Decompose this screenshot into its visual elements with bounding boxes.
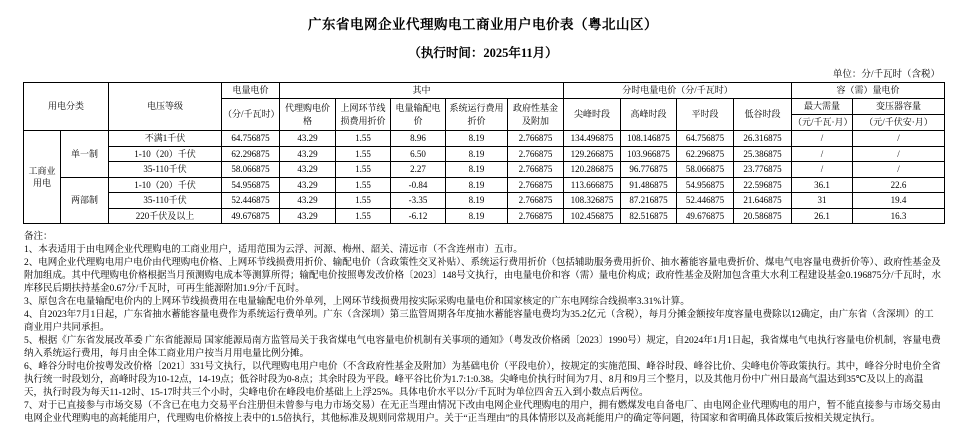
value-cell: 1.55 <box>336 131 391 147</box>
value-cell: -6.12 <box>391 208 446 224</box>
value-cell: 108.146875 <box>621 131 677 147</box>
value-cell: 2.766875 <box>508 131 564 147</box>
voltage-cell: 1-10（20）千伏 <box>109 177 222 193</box>
voltage-cell: 35-110千伏 <box>109 193 222 209</box>
value-cell: 8.19 <box>446 193 508 209</box>
notes-label: 备注： <box>24 232 53 242</box>
value-cell: 134.496875 <box>564 131 621 147</box>
value-cell: 1.55 <box>336 177 391 193</box>
value-cell: 64.756875 <box>222 131 280 147</box>
value-cell: 1.55 <box>336 208 391 224</box>
note-item-4: 4、自2023年7月1日起，广东省抽水蓄能容量电费作为系统运行费单列。广东（含深圳）第三监管周期各年度抽水蓄能容量电费均为35.2亿元（含税），每月分摊金额按年度容量电费除以12确定，由广东省（含深圳）的工商业用户共同承担。 <box>24 310 934 333</box>
value-cell: 1.55 <box>336 162 391 178</box>
voltage-cell: 35-110千伏 <box>109 162 222 178</box>
value-cell: 8.19 <box>446 146 508 162</box>
note-item-5: 5、根据《广东省发展改革委 广东省能源局 国家能源局南方监管局关于我省煤电气电容量电价机制有关事项的通知》（粤发改价格函〔2023〕1990号）规定，自2024年1月1日起，我省煤电气电执行容量电价机制，容量电费纳入系统运行费用，每月由全体工商业用户按当月用电量比例分摊。 <box>24 336 941 359</box>
value-cell: 6.50 <box>391 146 446 162</box>
value-cell: 43.29 <box>280 208 336 224</box>
value-cell: 43.29 <box>280 146 336 162</box>
header-max-demand-unit: （元/千瓦·月） <box>792 115 853 131</box>
pricing-system-cell-single: 单一制 <box>61 131 109 178</box>
value-cell: -3.35 <box>391 193 446 209</box>
value-cell: 2.27 <box>391 162 446 178</box>
value-cell: 31 <box>792 193 853 209</box>
value-cell: 82.516875 <box>621 208 677 224</box>
value-cell: 91.486875 <box>621 177 677 193</box>
header-voltage-level: 电压等级 <box>109 83 222 131</box>
table-row <box>24 193 945 209</box>
value-cell: 113.666875 <box>564 177 621 193</box>
effective-period: （执行时间：2025年11月） <box>408 46 558 60</box>
header-capacity-group: 容（需）量电价 <box>792 83 945 99</box>
value-cell: 8.19 <box>446 162 508 178</box>
header-max-demand: 最大需量 <box>792 99 853 115</box>
value-cell: / <box>792 146 853 162</box>
value-cell: -0.84 <box>391 177 446 193</box>
value-cell: 129.266875 <box>564 146 621 162</box>
value-cell: / <box>853 131 945 147</box>
category-cell: 工商业用电 <box>24 131 61 224</box>
value-cell: 54.956875 <box>677 177 734 193</box>
value-cell: 36.1 <box>792 177 853 193</box>
header-transmission-price: 电量输配电价 <box>391 99 446 131</box>
voltage-cell: 1-10（20）千伏 <box>109 146 222 162</box>
value-cell: 49.676875 <box>677 208 734 224</box>
header-energy-price-unit: （分/千瓦时） <box>222 99 280 131</box>
header-grid-line-loss: 上网环节线损费用折价 <box>336 99 391 131</box>
value-cell: 108.326875 <box>564 193 621 209</box>
header-use-category: 用电分类 <box>24 83 109 131</box>
value-cell: 43.29 <box>280 131 336 147</box>
value-cell: 2.766875 <box>508 193 564 209</box>
value-cell: 1.55 <box>336 193 391 209</box>
header-flat: 平时段 <box>677 99 734 131</box>
value-cell: 23.776875 <box>734 162 792 178</box>
value-cell: 8.19 <box>446 177 508 193</box>
value-cell: 26.1 <box>792 208 853 224</box>
header-transformer-capacity: 变压器容量 <box>853 99 945 115</box>
unit-note: 单位：分/千瓦时（含税） <box>832 70 940 80</box>
value-cell: 19.4 <box>853 193 945 209</box>
note-item-6: 6、峰谷分时电价按粤发改价格〔2021〕331号文执行，以代理购电用户电价（不含政府性基金及附加）为基础电价（平段电价），按规定的实施范围、峰谷时段、峰谷比价、尖峰电价等政策执行。其中，峰谷分时电价全省执行统一时段划分，高峰时段为10-12点，14-19点；低谷时段为0-8点；其余时段为平段。峰平谷比价为1.7:1:0.38。尖峰电价执行时间为7月、8月和9月三个整月，以及其他月份中广州日最高气温达到35℃及以上的高温天，执行时段为每天11-12时、15-17时共三个小时，尖峰电价在峰段电价基础上上浮25%。具体电价水平以分/千瓦时为单位四舍五入到小数点后两位。 <box>24 362 941 398</box>
value-cell: 20.586875 <box>734 208 792 224</box>
value-cell: 64.756875 <box>677 131 734 147</box>
value-cell: 16.3 <box>853 208 945 224</box>
value-cell: 54.956875 <box>222 177 280 193</box>
table-row <box>24 146 945 162</box>
table-header <box>24 83 945 131</box>
value-cell: 2.766875 <box>508 177 564 193</box>
pricing-system-cell-two-part: 两部制 <box>61 177 109 224</box>
value-cell: 62.296875 <box>677 146 734 162</box>
value-cell: 21.646875 <box>734 193 792 209</box>
value-cell: / <box>853 162 945 178</box>
value-cell: 2.766875 <box>508 146 564 162</box>
value-cell: 2.766875 <box>508 208 564 224</box>
header-tou-group: 分时电量电价（分/千瓦时） <box>564 83 792 99</box>
value-cell: 8.19 <box>446 131 508 147</box>
notes-section <box>24 231 942 426</box>
value-cell: / <box>853 146 945 162</box>
value-cell: 49.676875 <box>222 208 280 224</box>
value-cell: 22.596875 <box>734 177 792 193</box>
voltage-cell: 220千伏及以上 <box>109 208 222 224</box>
value-cell: 103.966875 <box>621 146 677 162</box>
value-cell: 2.766875 <box>508 162 564 178</box>
value-cell: 1.55 <box>336 146 391 162</box>
header-system-operation: 系统运行费用折价 <box>446 99 508 131</box>
value-cell: 8.19 <box>446 208 508 224</box>
value-cell: 26.316875 <box>734 131 792 147</box>
header-peak: 高峰时段 <box>621 99 677 131</box>
note-item-7: 7、对于已直接参与市场交易（不含已在电力交易平台注册但未曾参与电力市场交易）在无正当理由情况下改由电网企业代理购电的用户，拥有燃煤发电自备电厂、由电网企业代理购电的用户，暂不能直接参与市场交易由电网企业代理购电的高耗能用户，代理购电价格按上表中的1.5倍执行，其他标准及规则同常规用户。关于“正当理由”的具体情形以及高耗能用户的确定等问题，待国家和省明确具体政策后按相关规定执行。 <box>24 401 941 424</box>
note-item-2: 2、电网企业代理购电用户电价由代理购电价格、上网环节线损费用折价、输配电价（含政策性交叉补贴）、系统运行费用折价（包括辅助服务费用折价、抽水蓄能容量电费折价、煤电气电容量电费折价等）、政府性基金及附加组成。其中代理购电价格根据当月预测购电成本等测算所得；输配电价按照粤发改价格〔2023〕148号文执行，由电量电价和容（需）量电价构成；政府性基金及附加包含重大水利工程建设基金0.196875分/千瓦时，水库移民后期扶持基金0.67分/千瓦时，可再生能源附加1.9分/千瓦时。 <box>24 258 942 294</box>
value-cell: 22.6 <box>853 177 945 193</box>
table-row <box>24 162 945 178</box>
header-valley: 低谷时段 <box>734 99 792 131</box>
value-cell: 87.216875 <box>621 193 677 209</box>
value-cell: / <box>792 162 853 178</box>
table-row <box>24 177 945 193</box>
note-item-3: 3、原包含在电量输配电价内的上网环节线损费用在电量输配电价外单列，上网环节线损费用按实际采购电量电价和国家核定的广东电网综合线损率3.31%计算。 <box>24 297 690 307</box>
value-cell: 96.776875 <box>621 162 677 178</box>
value-cell: 62.296875 <box>222 146 280 162</box>
value-cell: 52.446875 <box>677 193 734 209</box>
header-energy-price: 电量电价 <box>222 83 280 99</box>
note-item-1: 1、本表适用于由电网企业代理购电的工商业用户，适用范围为云浮、河源、梅州、韶关、清远市（不含连州市）五市。 <box>24 245 523 255</box>
value-cell: 43.29 <box>280 193 336 209</box>
table-row <box>24 131 945 147</box>
header-sharp-peak: 尖峰时段 <box>564 99 621 131</box>
header-gov-funds: 政府性基金及附加 <box>508 99 564 131</box>
value-cell: 120.286875 <box>564 162 621 178</box>
page-title: 广东省电网企业代理购电工商业用户电价表（粤北山区） <box>308 17 658 32</box>
value-cell: 25.386875 <box>734 146 792 162</box>
header-agent-price: 代理购电价格 <box>280 99 336 131</box>
value-cell: 58.066875 <box>677 162 734 178</box>
value-cell: 52.446875 <box>222 193 280 209</box>
table-row <box>24 208 945 224</box>
voltage-cell: 不满1千伏 <box>109 131 222 147</box>
header-transformer-capacity-unit: （元/千伏安·月） <box>853 115 945 131</box>
value-cell: 43.29 <box>280 177 336 193</box>
value-cell: 43.29 <box>280 162 336 178</box>
header-among-which: 其中 <box>280 83 564 99</box>
tariff-table <box>23 82 945 224</box>
value-cell: 102.456875 <box>564 208 621 224</box>
value-cell: 58.066875 <box>222 162 280 178</box>
value-cell: / <box>792 131 853 147</box>
value-cell: 8.96 <box>391 131 446 147</box>
